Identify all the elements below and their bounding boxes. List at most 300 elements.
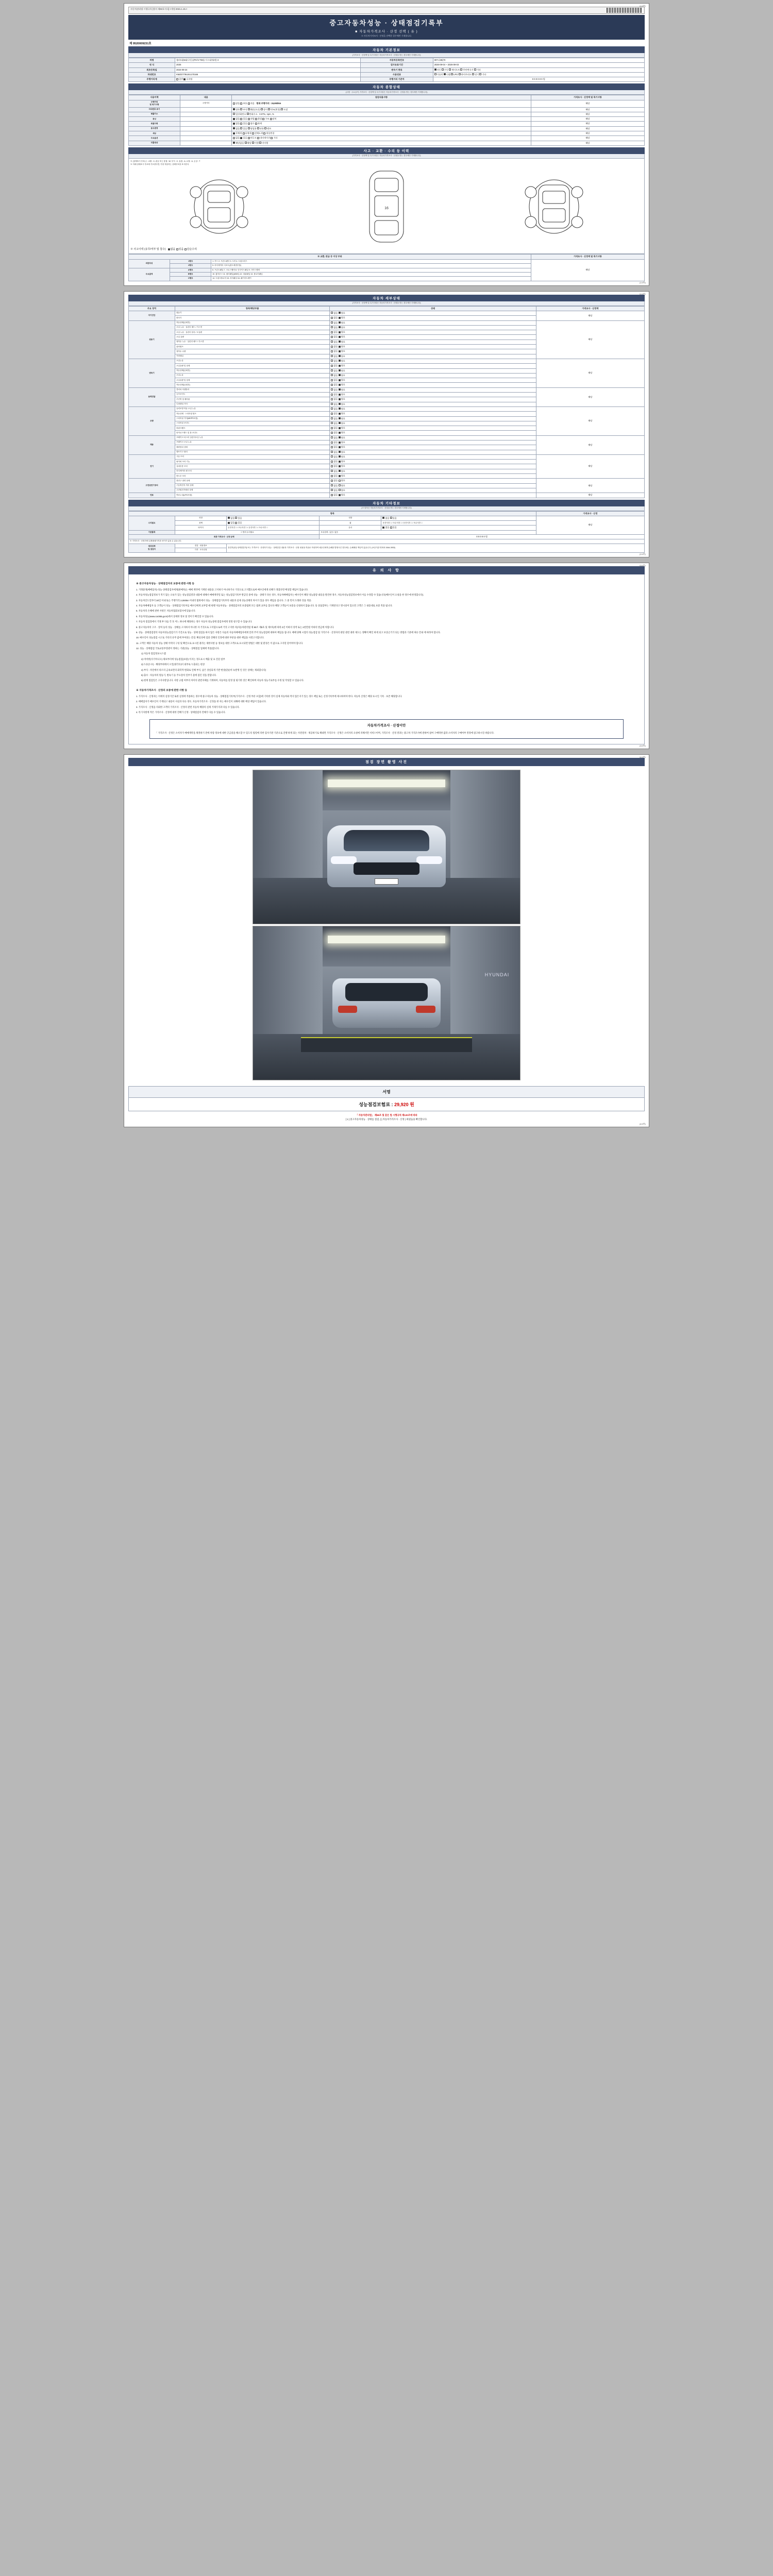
opt-state-good[interactable]: 양호	[339, 316, 345, 319]
opt-vinmark-1[interactable]: 부식	[240, 108, 247, 111]
value-first-reg: 2024-09-24	[175, 67, 361, 72]
section-overall-note: (주행 · 주요골격, 가격조사 · 산정액 및 특기사항은 자동차가격조사 · 산정을 받는 경우에만 기재합니다)	[128, 90, 645, 95]
label-year: 연 식	[129, 63, 175, 67]
item-oil-level: 오일 유량	[175, 335, 330, 340]
opt-state-good[interactable]: 양호	[339, 417, 345, 420]
value-inspect-valid: 2026-09-04 ~ 2026-09-03	[433, 63, 644, 67]
row-sub-emission	[180, 112, 232, 116]
document-number: 제 9520009231호	[129, 42, 152, 45]
price-self-diag: 해당	[536, 311, 644, 320]
opt-trans-4[interactable]: 기타	[474, 69, 481, 71]
opt-usechange-2[interactable]: 영업용	[248, 127, 257, 130]
page-title: 중고자동차성능 · 상태점검기록부	[329, 19, 444, 27]
opt-state-good[interactable]: 양호	[339, 489, 345, 492]
row-price-recall: 해당	[531, 141, 644, 145]
th-etc-item: 항목	[129, 511, 536, 516]
opt-none[interactable]: 없음	[382, 526, 389, 529]
opt-tuning-0[interactable]: 없음	[233, 117, 240, 120]
opt-state-none[interactable]: 없음	[331, 479, 338, 482]
opt-options-1[interactable]: 있음	[240, 137, 247, 139]
opt-usechange-0[interactable]: 없음	[233, 127, 240, 130]
opt-vinmark-4[interactable]: 변조(변경)	[268, 108, 280, 111]
opt-state-none[interactable]: 없음	[331, 436, 338, 439]
page-4	[124, 754, 649, 1127]
opt-state-none[interactable]: 없음	[331, 470, 338, 472]
opt-state-none[interactable]: 없음	[331, 345, 338, 348]
opt-emission-0[interactable]: 일산화탄소	[233, 113, 246, 115]
state-tie-rod	[330, 431, 536, 435]
item-differential: 디퍼렌셜 기어	[175, 402, 330, 406]
opt-state-none[interactable]: 없음	[331, 312, 338, 314]
opt-state-none[interactable]: 없음	[331, 331, 338, 333]
opt-state-good[interactable]: 양호	[339, 451, 345, 453]
opt-mileage-0[interactable]: 많음	[233, 102, 240, 105]
opt-state-none[interactable]: 없음	[331, 326, 338, 329]
opt-state-good[interactable]: 양호	[339, 455, 345, 458]
opt-state-good[interactable]: 양호	[339, 331, 345, 333]
opt-tuning-4[interactable]: 구조	[262, 117, 269, 120]
table-row	[129, 406, 645, 411]
item-booster: 배력장치 상태	[175, 445, 330, 450]
row-label-recall: 리콜대상	[129, 141, 180, 145]
page-subtitle-note: ※ 자동차가격조사 · 산정을 선택한 경우에만 기재합니다.	[361, 35, 412, 37]
item-wiper-motor: 와이퍼 모터 기능	[175, 460, 330, 464]
opt-state-none[interactable]: 없음	[331, 460, 338, 463]
opt-state-good[interactable]: 양호	[339, 383, 345, 386]
state-engine	[330, 311, 536, 315]
item-fuel-leak: 연료누설(LPG포함)	[175, 493, 330, 498]
state-exterior	[227, 516, 320, 520]
value-odo-digits: 0 0 0 0 0 0 원	[433, 77, 644, 82]
opt-vinmark-3[interactable]: 상이	[261, 108, 267, 111]
opt-state-none[interactable]: 없음	[331, 355, 338, 358]
vehicle-on-lift	[332, 978, 441, 1028]
opt-state-good[interactable]: 양호	[339, 484, 345, 487]
opt-recall-3[interactable]: 미이행	[259, 142, 268, 144]
item-starter: 시동 모터	[175, 454, 330, 459]
opt-usechange-1[interactable]: 있음	[240, 127, 247, 130]
opt-state-good[interactable]: 양호	[339, 321, 345, 324]
photo-front-view	[253, 770, 520, 924]
state-wiper-motor	[330, 460, 536, 464]
state-ps-leak	[330, 406, 536, 411]
label-rank2: 2랭크	[170, 264, 211, 268]
opt-state-good[interactable]: 양호	[339, 431, 345, 434]
opt-yes[interactable]: 있음	[390, 526, 397, 529]
page-footer-mark-2: (2/4쪽)	[639, 552, 646, 555]
notice-sub-2: 2) 미비한(지기아니오) 제보부터에 성능점검(보증) 이지는 정도표시 배출 및 표 진단 첨부	[141, 657, 225, 660]
state-steering-joint	[330, 421, 536, 426]
item-blower-motor: 실내송풍 모터	[175, 464, 330, 469]
opt-options-2[interactable]: 썬루프	[248, 137, 257, 139]
state-charge-port	[330, 479, 536, 483]
detail-state-table	[128, 306, 645, 498]
opt-state-good[interactable]: 양호	[339, 393, 345, 396]
brand-sign: HYUNDAI	[484, 972, 510, 978]
opt-trans-0[interactable]: 자동	[434, 69, 441, 71]
opt-state-good[interactable]: 양호	[339, 470, 345, 472]
opt-color-0[interactable]: 무채색	[233, 132, 242, 134]
state-tire-positions: 운전석전 □ / 조수석전 □ / 운전석후 □ / 조수석후 □	[227, 526, 320, 530]
opt-state-none[interactable]: 없음	[331, 422, 338, 425]
opt-usechange-4[interactable]: 렌트	[264, 127, 271, 130]
row-check-vin-mark	[232, 107, 531, 112]
car-diagram-top	[358, 168, 415, 246]
opt-state-none[interactable]: 없음	[331, 427, 338, 429]
opt-fuel-2[interactable]: LPG	[451, 73, 458, 76]
label-fuel: 사용연료	[361, 72, 433, 77]
item-at-oil: 오일유량 및 상태	[175, 364, 330, 368]
opt-fuel-5[interactable]: 기타	[479, 73, 486, 76]
pledge-body: 「 가격조사 · 산정은 소비자가 매매계약을 체결하기 전에 차량 정보에 대한 궁금증을 해소할 수 있도록 법령에 의한 검사기관 기준으로 진행 하게 되는 사전절차 · 제공하기로 해내면 가격조사 · 산정은 소비자의 요청에 의해서만 서비스이며, 가격조사 · 산정 결과는 중고차 가격조사에 관하여 참여 구매력한 값과 소비자의 구매여부 결정에 참고하시길 바랍니다.	[155, 731, 494, 734]
table-row	[129, 359, 645, 363]
group-self-diag: 자기진단	[129, 311, 175, 320]
opt-fuel-4[interactable]: 전기	[472, 73, 479, 76]
opt-odo-1[interactable]: 디지털	[183, 78, 192, 80]
opt-state-good[interactable]: 양호	[339, 335, 345, 338]
opt-state-none[interactable]: 없음	[331, 494, 338, 496]
document-title-block	[128, 15, 645, 40]
fee-label: 성능점검보험료 :	[359, 1102, 393, 1108]
table-row	[129, 117, 645, 122]
opt-state-good[interactable]: 양호	[339, 474, 345, 477]
opt-accident-1[interactable]: 있음	[176, 248, 184, 251]
opt-none[interactable]: 없음	[228, 517, 234, 519]
row-sub-special	[180, 122, 232, 126]
table-header-row	[129, 306, 645, 311]
notice-item-4: 4. 자동차매매업자 등 고객들이 성능 · 상태점검기록부를 매수인에게 교부할 때 현행 자동차성능 · 상태점검자의 보증범위 모든 범위 교부를 합니다 해당 고객들이 보증을 신청하지 않습니다. 통 상품할부는 기재된다고 명시되어 있으면 고객은 그 내용대로 보증 적용 됩니다.	[136, 604, 393, 607]
value-rank2-parts: 5. 라디에이터 서포트(볼트체결부품)	[211, 264, 531, 268]
opt-yes[interactable]: 있음	[390, 517, 397, 519]
th-etc-price: 가격조사 · 산정	[536, 511, 644, 516]
opt-vinmark-0[interactable]: 양호	[233, 108, 240, 111]
group-hv-electric: 고전원전기장치	[129, 479, 175, 493]
item-glass: 유리	[320, 526, 381, 530]
label-frame: 주요골격	[129, 268, 170, 281]
price-fuel: 해당	[536, 493, 644, 498]
opt-yes[interactable]: 있음	[235, 521, 242, 524]
opt-mileage-2[interactable]: 적음	[248, 102, 255, 105]
row-check-mileage	[232, 100, 531, 107]
row-label-color: 색상	[129, 131, 180, 136]
etc-table	[128, 511, 645, 553]
opt-special-2[interactable]: 침수	[248, 122, 255, 125]
opt-state-good[interactable]: 양호	[339, 422, 345, 425]
opt-state-good[interactable]: 양호	[339, 441, 345, 444]
state-radiator-fan	[330, 469, 536, 473]
row-label-emission: 배출가스	[129, 112, 180, 116]
opt-trans-3[interactable]: 무단변속기	[460, 69, 473, 71]
state-engine-idle	[330, 320, 536, 325]
opt-options-3[interactable]: 내비게이션	[257, 137, 270, 139]
item-engine-idle: 작동상태(공회전)	[175, 320, 330, 325]
opt-state-good[interactable]: 양호	[339, 350, 345, 352]
opt-state-none[interactable]: 없음	[331, 484, 338, 487]
state-common-rail	[330, 354, 536, 359]
opt-state-good[interactable]: 양호	[339, 360, 345, 362]
item-window-motor: 윈도우 모터	[175, 474, 330, 479]
notice-heading-2: ※ 자동차가격조사 · 산정의 보증에 관한 사항 등	[136, 689, 188, 692]
table-row	[129, 131, 645, 136]
opt-vinmark-5[interactable]: 도말	[281, 108, 288, 111]
diagram-legend-2: ※ 아래 상태표시 부호에 기초한다면, 가장 적용하는 상태부호를 표시한다.	[130, 163, 190, 165]
notice-price-item-1: 1. 가격조사 · 산정자는 이에의 실정기간 또한 실정에 적용하는 경우에 중고자동차 성능 · 상태점검기록부(가격조사 · 산정 부분 포함)에 기록한 것이 실제 자동차와 적지 않은지가 있는 경우 책임 또는 산정기록부에 제시하여야 한다. 자동차 산정은 해당 표시인 기록 · 보존 해당합니다.	[136, 695, 402, 698]
opt-usechange-3[interactable]: 관용	[257, 127, 264, 130]
opt-state-good[interactable]: 양호	[339, 427, 345, 429]
opt-state-good[interactable]: 양호	[339, 436, 345, 439]
table-row	[129, 58, 645, 63]
value-year: 2025	[175, 63, 361, 67]
opt-state-none[interactable]: 없음	[331, 465, 338, 467]
opt-special-1[interactable]: 있음	[240, 122, 247, 125]
th-detail-price: 가격조사 · 산정액	[536, 306, 644, 311]
notice-title: 유 의 사 항	[128, 566, 645, 574]
opt-recall-1[interactable]: 해당	[245, 142, 251, 144]
row-price-emission: 해당	[531, 112, 644, 116]
th-price-note: 가격조사 · 산정액 및 특기사항	[531, 95, 644, 100]
opt-tuning-1[interactable]: 있음	[240, 117, 247, 120]
accident-diagram-area	[128, 159, 645, 255]
basic-info-table	[128, 58, 645, 82]
group-powertrain: 동력전달	[129, 387, 175, 406]
opt-options-0[interactable]: 없음	[233, 137, 240, 139]
opt-recall-2[interactable]: 이행	[252, 142, 259, 144]
opt-state-none[interactable]: 없음	[331, 446, 338, 448]
state-oil-level	[330, 335, 536, 340]
opt-state-good[interactable]: 양호	[339, 326, 345, 329]
opt-state-good[interactable]: 양호	[339, 379, 345, 381]
state-fuel-leak	[330, 493, 536, 498]
car-diagram-front	[180, 176, 258, 239]
opt-state-none[interactable]: 없음	[331, 383, 338, 386]
form-topbar	[128, 7, 645, 14]
row-price-color: 해당	[531, 131, 644, 136]
section-etc-note: (※ 항목은 자동차가격조사 · 산정을 받는 경우에만 기재합니다)	[128, 506, 645, 511]
item-ps-leak: 동력조향 작동 오일 누유	[175, 406, 330, 411]
opt-state-good[interactable]: 양호	[339, 341, 345, 343]
state-mt-oil	[330, 378, 536, 383]
item-hv-wiring: 고전원전기배선 상태	[175, 488, 330, 493]
opt-state-none[interactable]: 없음	[331, 403, 338, 405]
item-other-repair: 그 밖의 수리필요	[175, 530, 320, 534]
opt-state-none[interactable]: 없음	[331, 451, 338, 453]
label-rank-c: C랭크	[170, 277, 211, 281]
garage-background	[253, 770, 520, 924]
page-mark-1: (1/4쪽)	[639, 5, 646, 7]
state-valve-roller	[330, 450, 536, 454]
opt-special-0[interactable]: 없음	[233, 122, 240, 125]
opt-state-none[interactable]: 없음	[331, 455, 338, 458]
opt-state-none[interactable]: 없음	[331, 374, 338, 377]
item-valve-roller: 밸브기구 롤러	[175, 450, 330, 454]
opt-options-4[interactable]: 기타	[271, 137, 277, 139]
label-rank-b: B랭크	[170, 272, 211, 276]
opt-yes[interactable]: 있음	[235, 517, 242, 519]
opt-state-none[interactable]: 없음	[331, 341, 338, 343]
notice-heading-1: ※ 중고자동차성능 · 상태점검자의 보증에 관한 사항 등	[136, 582, 195, 585]
current-mileage: 현재 주행거리 : 24,692km	[256, 102, 281, 105]
table-row	[129, 479, 645, 483]
notice-sub-5: 5) 출수 : 자동차의 원동기, 변속기 등 주요장치 일부가 물에 잠긴 것을 말합니다.	[141, 673, 217, 676]
opt-state-none[interactable]: 없음	[331, 441, 338, 444]
form-legal-note: 자동차관리법 시행규칙 [별지 제82호서식] <개정 2021.1.15.>	[130, 8, 188, 10]
opt-color-2[interactable]: 전체도색	[252, 132, 263, 134]
state-oil-block	[330, 330, 536, 335]
opt-state-good[interactable]: 양호	[339, 412, 345, 415]
price-hv-electric: 해당	[536, 479, 644, 493]
row-sub-tuning	[180, 117, 232, 122]
opt-state-good[interactable]: 양호	[339, 465, 345, 467]
opt-state-good[interactable]: 양호	[339, 312, 345, 314]
opt-trans-1[interactable]: 수동	[442, 69, 448, 71]
table-row	[129, 107, 645, 112]
table-row	[129, 67, 645, 72]
opt-tuning-3[interactable]: 불법	[255, 117, 262, 120]
section-accident-title: 사고 · 교환 · 수리 등 이력	[128, 147, 645, 154]
item-charge-port: 충전구 절연 상태	[175, 479, 330, 483]
table-row	[129, 454, 645, 459]
opt-state-good[interactable]: 양호	[339, 446, 345, 448]
opt-state-none[interactable]: 없음	[331, 388, 338, 391]
opt-color-1[interactable]: 유채색	[243, 132, 251, 134]
opt-state-none[interactable]: 없음	[331, 393, 338, 396]
notice-item-1: 1. 거래중개(매매업자)·성능·상태점검자에게(판매자)는 매매 계약에 기재된 내용을 고지하기 아니하거나 거짓으로 고지했으로써 매수인에게 피해가 생겼다면 배상할 책임이 있습니다.	[136, 588, 309, 591]
opt-state-none[interactable]: 없음	[331, 417, 338, 420]
table-row	[129, 320, 645, 325]
table-row	[129, 122, 645, 126]
row-label-mileage: 주행거리 및 특기사항	[129, 100, 180, 107]
label-inspect-valid: 검사유효기간	[361, 63, 433, 67]
row-label-vin-mark: 차대번호 표기	[129, 107, 180, 112]
item-at-work: 작동상태(공회전)	[175, 368, 330, 373]
item-steering-joint: 스티어링 조인트	[175, 421, 330, 426]
opt-state-good[interactable]: 양호	[339, 364, 345, 367]
opt-state-good[interactable]: 양호	[339, 460, 345, 463]
opt-fuel-0[interactable]: 가솔린	[434, 73, 443, 76]
opt-state-good[interactable]: 양호	[339, 398, 345, 400]
item-oil-block: 오일 누유 · 실린더 블록 / 오일팬	[175, 330, 330, 335]
opt-state-none[interactable]: 없음	[331, 350, 338, 352]
opt-odo-0[interactable]: 일반	[176, 78, 183, 80]
parts-rank-table	[128, 254, 645, 281]
opt-special-3[interactable]: 화재	[255, 122, 262, 125]
headlamp-left	[331, 856, 357, 865]
opt-state-none[interactable]: 없음	[331, 360, 338, 362]
opt-state-none[interactable]: 없음	[331, 474, 338, 477]
page-mark-3: (3/4쪽)	[639, 564, 646, 567]
table-row	[129, 72, 645, 77]
notice-item-10: 10. 매수인이 성능점검 시고로 기록의 유무 값에 부여되는 문장, 확실성에 검증 견해의 인정에 대한 부분을 대한 책임을 사전고지합니다.	[136, 636, 264, 639]
item-interior: 내장	[320, 516, 381, 520]
state-booster	[330, 445, 536, 450]
state-basic-items: 보유상태 : 있음 / 없음	[320, 530, 536, 534]
opt-none[interactable]: 없음	[228, 521, 234, 524]
opt-state-none[interactable]: 없음	[331, 489, 338, 492]
value-rank-b-parts: 10. 휠하우스 11. 필러패널(A/B/C) 12. 대쉬패널 13. 플로어패널	[211, 272, 531, 276]
group-engine: 원동기	[129, 320, 175, 359]
car-top-svg	[358, 168, 415, 245]
group-steering: 조향	[129, 406, 175, 435]
label-repair-needed: 수리필요	[129, 516, 175, 530]
opt-state-none[interactable]: 없음	[331, 398, 338, 400]
group-brake: 제동	[129, 435, 175, 454]
opt-state-none[interactable]: 없음	[331, 431, 338, 434]
opt-state-none[interactable]: 없음	[331, 379, 338, 381]
headlamp-right	[416, 856, 443, 865]
table-row	[129, 141, 645, 145]
label-transmission: 변속기 종류	[361, 67, 433, 72]
notice-item-12: 12. 성능 · 상태점검 국토교통부장관이 정하는 기관(성능 · 상태점검 업체에 적용)합니다.	[136, 647, 220, 650]
opt-tuning-2[interactable]: 적법	[248, 117, 255, 120]
opt-trans-2[interactable]: 세미오토	[449, 69, 460, 71]
section-basic-title: 자동차 기본정보	[128, 46, 645, 53]
fee-value: 29,920 원	[394, 1102, 414, 1108]
opt-state-good[interactable]: 양호	[339, 345, 345, 348]
opt-state-good[interactable]: 양호	[339, 408, 345, 410]
car-front-svg	[180, 176, 258, 238]
opt-fuel-3[interactable]: 하이브리드	[459, 73, 472, 76]
opt-state-good[interactable]: 양호	[339, 494, 345, 496]
opt-fuel-1[interactable]: 디젤	[444, 73, 450, 76]
state-glass	[381, 526, 536, 530]
opt-none[interactable]: 없음	[382, 517, 389, 519]
opt-state-good[interactable]: 양호	[339, 355, 345, 358]
opt-recall-0[interactable]: 해당없음	[233, 142, 244, 144]
footer-line-1: 「 자동차관리법」 제58조 및 같은 법 시행규칙 제120조에 따라	[356, 1114, 417, 1117]
opt-accident-2[interactable]: 단순수리	[184, 248, 197, 251]
value-rank-c-parts: 14. 트렁크플로어 15. 리어패널 16. 패키지트레이	[211, 277, 531, 281]
opt-state-none[interactable]: 없음	[331, 316, 338, 319]
opt-state-none[interactable]: 없음	[331, 369, 338, 372]
label-odo-value: 주행거리 기준치	[361, 77, 433, 82]
opt-emission-1[interactable]: 탄화수소	[247, 113, 258, 115]
price-electric: 해당	[536, 454, 644, 478]
notice-sub-6: 6) 현재 점검일은 고지사항입니다. 사항 규범 여부의 차이의 관련자체를 기계하여, 자동차를 단정 및 필기한 것은 확인하며 자동차 성능기로부를 수정 및 작성할 수 있습니다.	[141, 679, 304, 682]
opt-state-none[interactable]: 없음	[331, 364, 338, 367]
opt-tuning-5[interactable]: 장치	[270, 117, 277, 120]
state-propeller	[330, 397, 536, 402]
opt-state-none[interactable]: 없음	[331, 321, 338, 324]
notice-item-5: 5. 자동차의 손해에 관한 사항은 자동차협회보험사에 있습니다.	[136, 609, 196, 613]
row-sub-usechange	[180, 126, 232, 131]
opt-state-good[interactable]: 양호	[339, 369, 345, 372]
label-rank1: 1랭크	[170, 259, 211, 263]
opt-accident-0[interactable]: 없음	[168, 248, 176, 251]
item-radiator-fan: 라디에이터 팬 모터	[175, 469, 330, 473]
item-common-rail: 커먼레일	[175, 354, 330, 359]
opt-state-none[interactable]: 없음	[331, 408, 338, 410]
opt-state-good[interactable]: 양호	[339, 479, 345, 482]
opt-state-none[interactable]: 없음	[331, 412, 338, 415]
opt-vinmark-2[interactable]: 훼손(오손)	[248, 108, 260, 111]
row-check-tuning	[232, 117, 531, 122]
notice-sub-3: 3) 누유(누수) · 해당부위에서 오일(냉각수)이 외부로 누출되는 현상	[141, 663, 205, 666]
th-content: 내용	[180, 95, 232, 100]
garage-light	[328, 779, 445, 787]
row-check-usechange	[232, 126, 531, 131]
label-inspector-block: 점검업체 및 점검자	[129, 544, 175, 552]
opt-state-none[interactable]: 없음	[331, 335, 338, 338]
opt-mileage-1[interactable]: 보통	[240, 102, 247, 105]
opt-state-good[interactable]: 양호	[339, 388, 345, 391]
label-first-reg: 최초등록일	[129, 67, 175, 72]
opt-state-good[interactable]: 양호	[339, 374, 345, 377]
opt-color-3[interactable]: 색상변경	[263, 132, 274, 134]
opt-state-good[interactable]: 양호	[339, 403, 345, 405]
state-hv-battery	[330, 483, 536, 488]
row-price-usechange: 해당	[531, 126, 644, 131]
vehicle-grille	[354, 862, 420, 875]
